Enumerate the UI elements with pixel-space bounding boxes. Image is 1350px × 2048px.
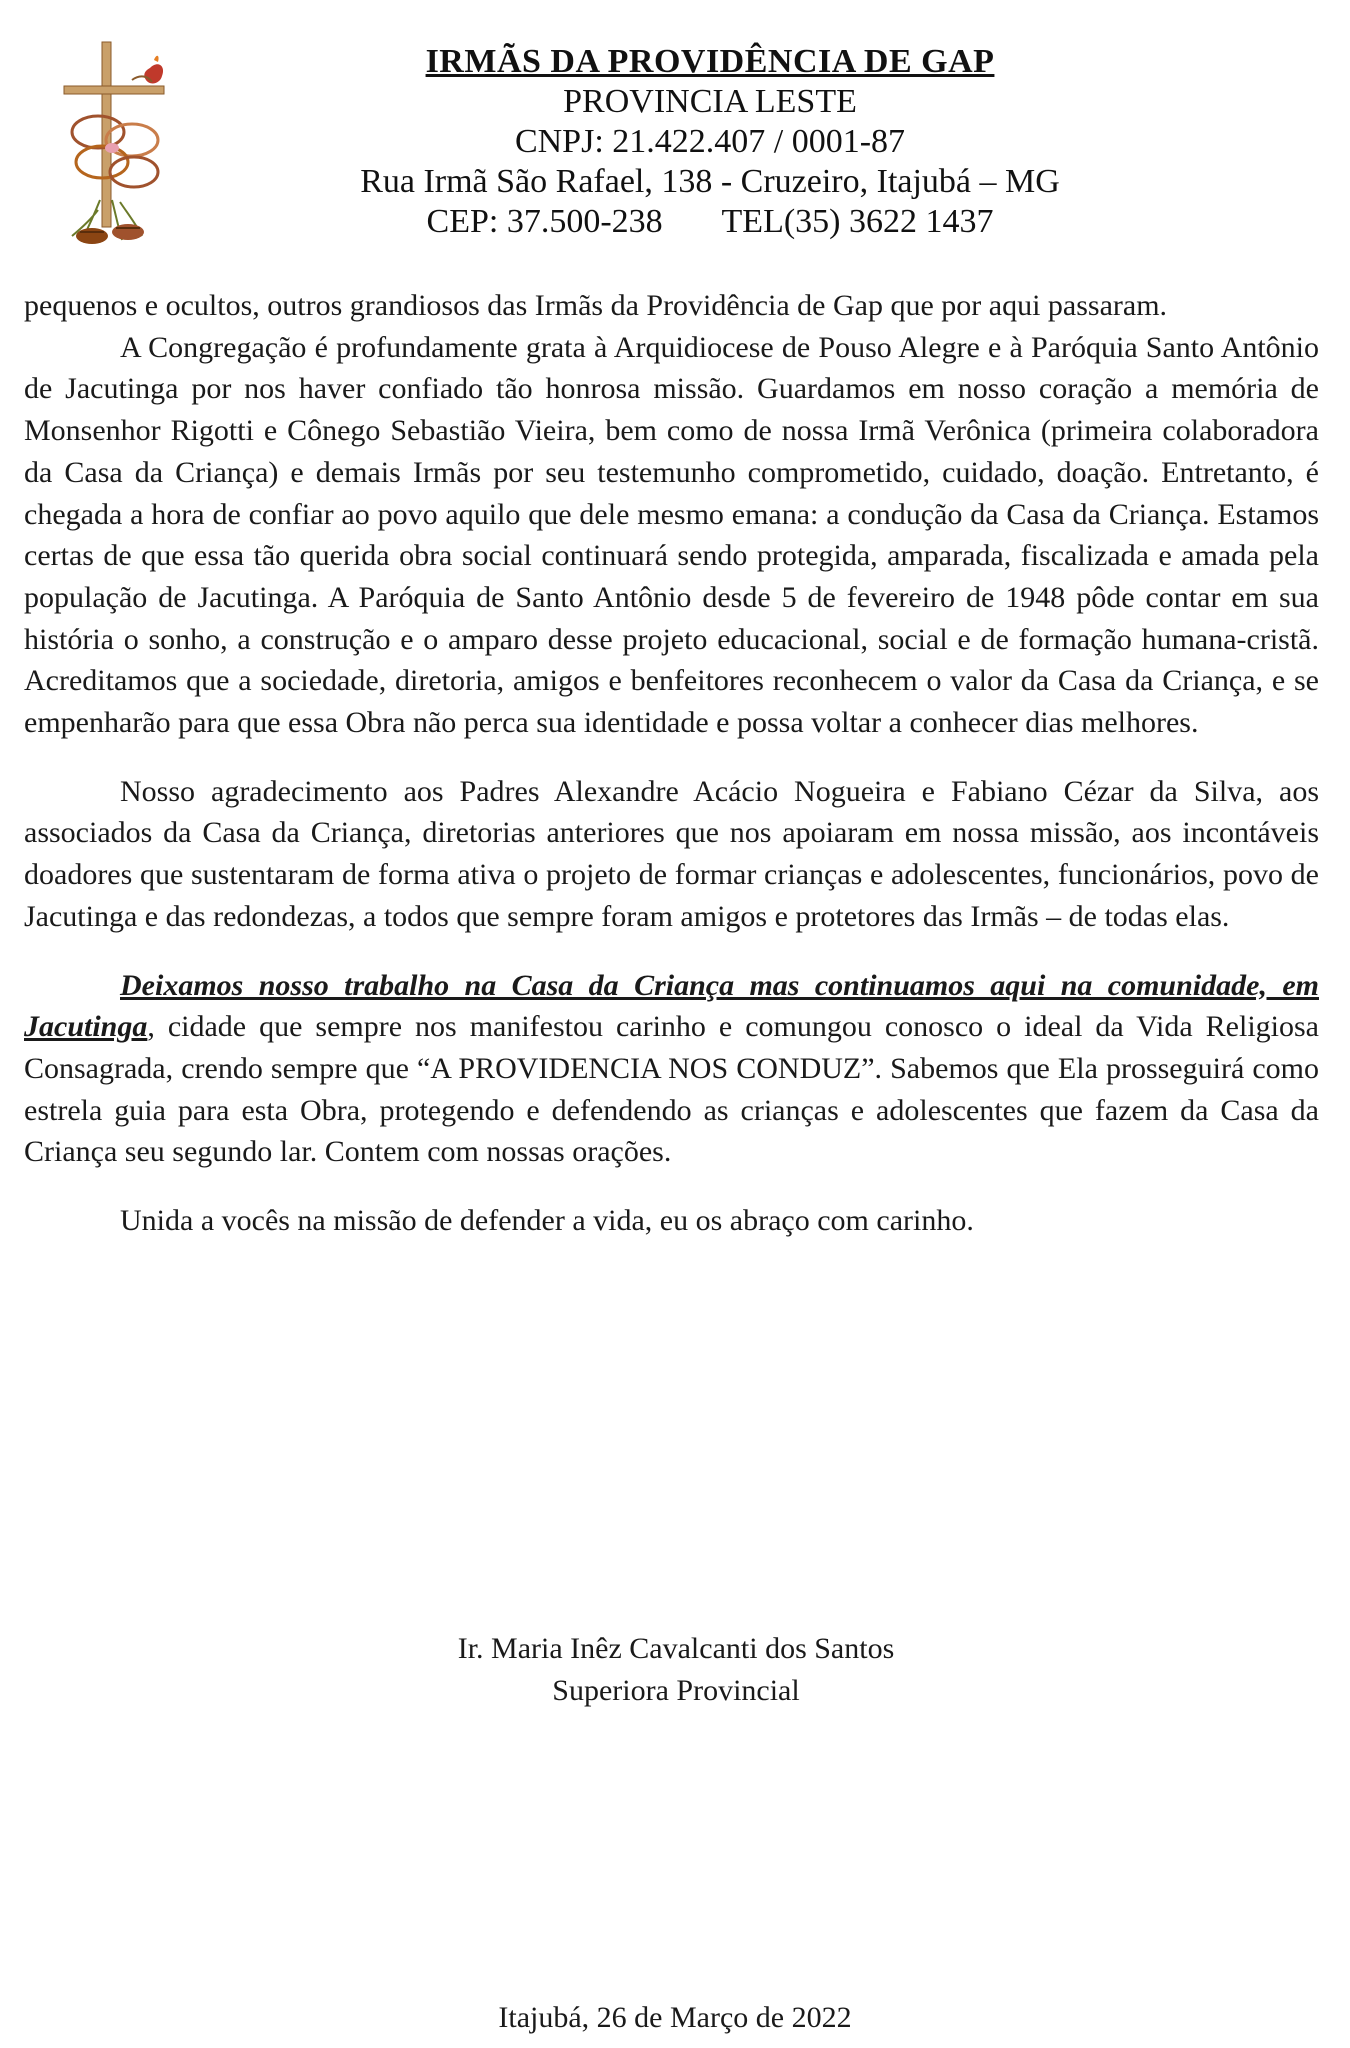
letter-body	[24, 285, 1319, 1242]
paragraph-4	[24, 965, 1319, 1174]
congregation-logo	[62, 40, 182, 260]
paragraph-4-text: , cidade que sempre nos manifestou carinho e comungou conosco o ideal da Vida Religiosa Consagrada, crendo sempre que “A PROVIDENCIA NOS CONDUZ”. Sabemos que Ela prosseguirá como estrela guia para esta Obra, protegendo e defendendo as crianças e adolescentes que fazem da Casa da Criança seu segundo lar. Contem com nossas orações.	[24, 1010, 1319, 1169]
cnpj-number: CNPJ: 21.422.407 / 0001-87	[514, 123, 906, 160]
signatory-name: Ir. Maria Inêz Cavalcanti dos Santos	[457, 1632, 895, 1665]
signature-block	[0, 1628, 1350, 1712]
paragraph-4-emphasis: Deixamos nosso trabalho na Casa da Criança mas continuamos aqui na comunidade, em Jacutinga	[24, 968, 1319, 1044]
organization-name: IRMÃS DA PROVIDÊNCIA DE GAP	[425, 43, 995, 80]
paragraph-1: pequenos e ocultos, outros grandiosos das Irmãs da Providência de Gap que por aqui passaram.	[24, 289, 1168, 322]
paragraph-5: Unida a vocês na missão de defender a vida, eu os abraço com carinho.	[120, 1204, 974, 1238]
place-date: Itajubá, 26 de Março de 2022	[498, 2001, 852, 2034]
signatory-title: Superiora Provincial	[552, 1674, 800, 1707]
cep-tel-line	[260, 202, 1160, 242]
letterhead	[260, 42, 1160, 242]
paragraph-2: A Congregação é profundamente grata à Arquidiocese de Pouso Alegre e à Paróquia Santo Antônio de Jacutinga por nos haver confiado tão honrosa missão. Guardamos em nosso coração a memória de Monsenhor Rigotti e Cônego Sebastião Vieira, bem como de nossa Irmã Verônica (primeira colaboradora da Casa da Criança) e demais Irmãs por seu testemunho comprometido, cuidado, doação. Entretanto, é chegada a hora de confiar ao povo aquilo que dele mesmo emana: a condução da Casa da Criança. Estamos certas de que essa tão querida obra social continuará sendo protegida, amparada, fiscalizada e amada pela população de Jacutinga. A Paróquia de Santo Antônio desde 5 de fevereiro de 1948 pôde contar em sua história o sonho, a construção e o amparo desse projeto educacional, social e de formação humana-cristã. Acreditamos que a sociedade, diretoria, amigos e benfeitores reconhecem o valor da Casa da Criança, e se empenharão para que essa Obra não perca sua identidade e possa voltar a conhecer dias melhores.	[24, 330, 1319, 740]
province-name: PROVINCIA LESTE	[563, 83, 857, 120]
address-line: Rua Irmã São Rafael, 138 - Cruzeiro, Itajubá – MG	[360, 163, 1060, 200]
cep-code: CEP: 37.500-238	[426, 203, 663, 240]
telephone: TEL(35) 3622 1437	[721, 203, 994, 240]
paragraph-3: Nosso agradecimento aos Padres Alexandre Acácio Nogueira e Fabiano Cézar da Silva, aos associados da Casa da Criança, diretorias anteriores que nos apoiaram em nossa missão, aos incontáveis doadores que sustentaram de forma ativa o projeto de formar crianças e adolescentes, funcionários, povo de Jacutinga e das redondezas, a todos que sempre foram amigos e protetores das Irmãs – de todas elas.	[24, 774, 1319, 933]
